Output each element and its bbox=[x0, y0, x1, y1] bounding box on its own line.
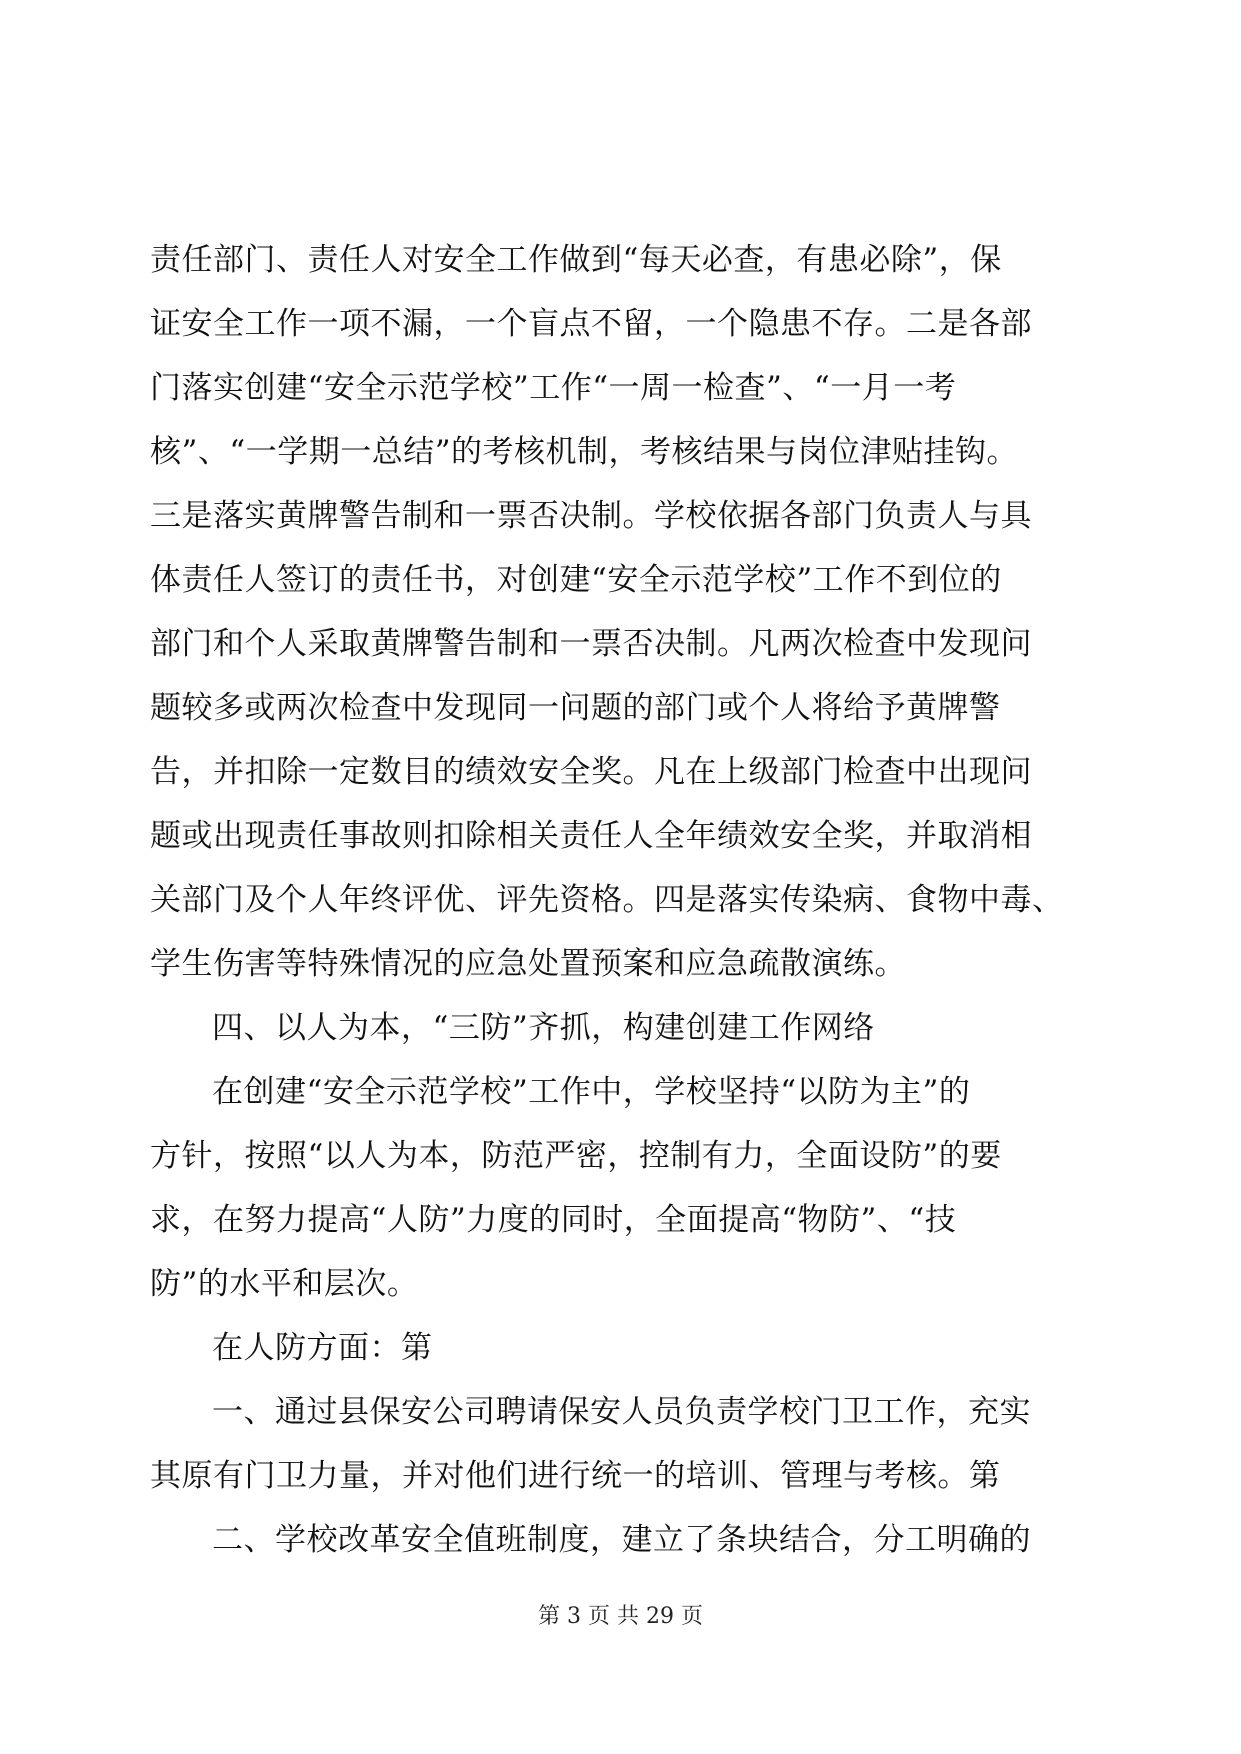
text-line: 求，在努力提高“人防”力度的同时，全面提高“物防”、“技 bbox=[150, 1202, 957, 1238]
text-line: 部门和个人采取黄牌警告制和一票否决制。凡两次检查中发现问 bbox=[150, 626, 1032, 662]
text-line: 在人防方面：第 bbox=[212, 1330, 433, 1366]
text-line: 体责任人签订的责任书，对创建“安全示范学校”工作不到位的 bbox=[150, 562, 1002, 598]
text-line: 一、通过县保安公司聘请保安人员负责学校门卫工作，充实 bbox=[212, 1394, 1031, 1430]
text-line: 核”、“一学期一总结”的考核机制，考核结果与岗位津贴挂钩。 bbox=[150, 434, 1019, 470]
text-line: 四、以人为本，“三防”齐抓，构建创建工作网络 bbox=[212, 1010, 875, 1046]
text-line: 防”的水平和层次。 bbox=[150, 1266, 419, 1302]
document-body bbox=[150, 228, 1080, 1572]
text-line: 三是落实黄牌警告制和一票否决制。学校依据各部门负责人与具 bbox=[150, 498, 1032, 534]
text-line: 证安全工作一项不漏，一个盲点不留，一个隐患不存。二是各部 bbox=[150, 306, 1032, 342]
text-line: 告，并扣除一定数目的绩效安全奖。凡在上级部门检查中出现问 bbox=[150, 754, 1032, 790]
page-footer: 第 3 页 共 29 页 bbox=[538, 1604, 703, 1629]
text-line: 关部门及个人年终评优、评先资格。四是落实传染病、食物中毒、 bbox=[150, 882, 1064, 918]
text-line: 方针，按照“以人为本，防范严密，控制有力，全面设防”的要 bbox=[150, 1138, 1002, 1174]
text-line: 其原有门卫力量，并对他们进行统一的培训、管理与考核。第 bbox=[150, 1458, 1001, 1494]
text-line: 门落实创建“安全示范学校”工作“一周一检查”、“一月一考 bbox=[150, 370, 957, 406]
text-line: 责任部门、责任人对安全工作做到“每天必查，有患必除”，保 bbox=[150, 242, 1002, 278]
text-line: 二、学校改革安全值班制度，建立了条块结合，分工明确的 bbox=[212, 1522, 1031, 1558]
text-line: 学生伤害等特殊情况的应急处置预案和应急疏散演练。 bbox=[150, 946, 906, 982]
text-line: 题较多或两次检查中发现同一问题的部门或个人将给予黄牌警 bbox=[150, 690, 1001, 726]
text-line: 题或出现责任事故则扣除相关责任人全年绩效安全奖，并取消相 bbox=[150, 818, 1032, 854]
text-line: 在创建“安全示范学校”工作中，学校坚持“以防为主”的 bbox=[212, 1074, 971, 1110]
